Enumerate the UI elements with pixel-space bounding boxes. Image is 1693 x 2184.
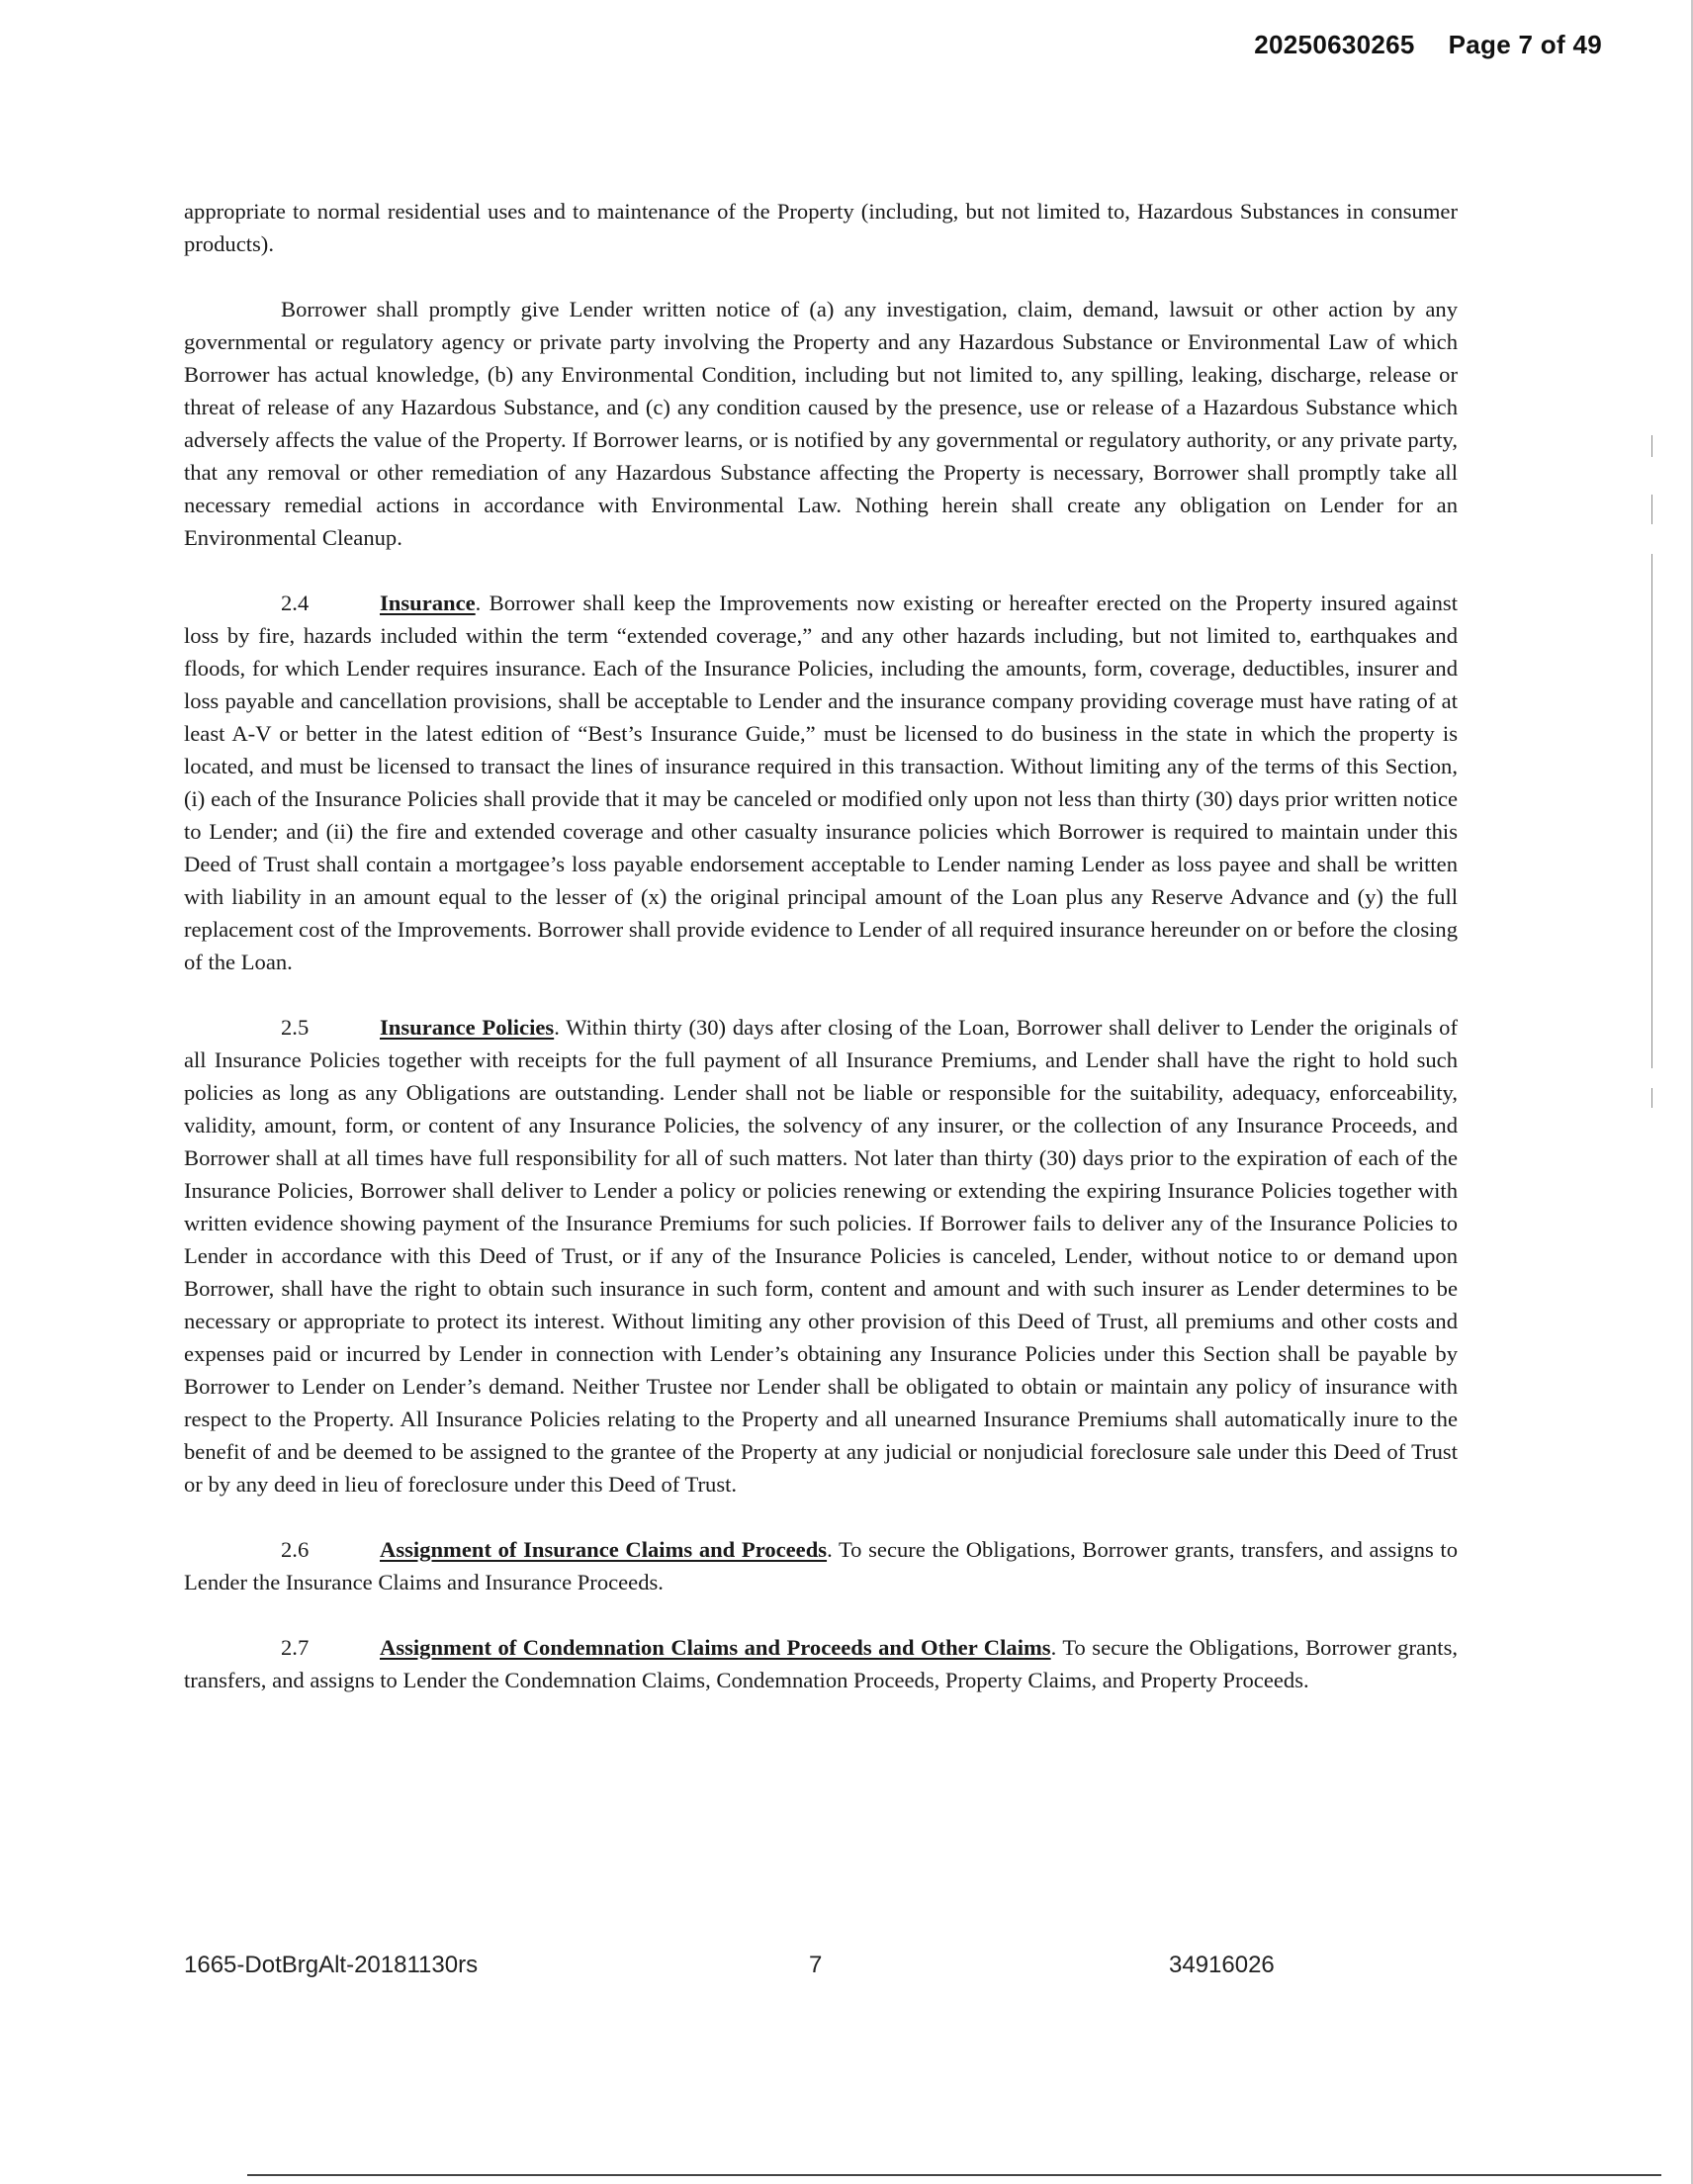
- section-title: Insurance Policies: [380, 1015, 555, 1040]
- bottom-rule: [267, 2174, 1661, 2176]
- scan-margin-mark: [1651, 1088, 1652, 1108]
- page-footer: [184, 1952, 1321, 1987]
- section-title: Insurance: [380, 591, 476, 615]
- section-title: Assignment of Insurance Claims and Proceeds: [380, 1537, 828, 1562]
- section-2-5: 2.5 Insurance Policies. Within thirty (30) days after closing of the Loan, Borrower shall deliver to Lender the originals of all Insurance Policies together with receipts for the full payment of all Insurance Premiums, and Lender shall have the right to hold such policies as long as any Obligations are outstanding. Lender shall not be liable or responsible for the suitability, adequacy, enforceability, validity, amount, form, or content of any Insurance Policies, the solvency of any insurer, or the collection of any Insurance Proceeds, and Borrower shall at all times have full responsibility for all of such matters. Not later than thirty (30) days prior to the expiration of each of the Insurance Policies, Borrower shall deliver to Lender a policy or policies renewing or extending the expiring Insurance Policies together with written evidence showing payment of the Insurance Premiums for such policies. If Borrower fails to deliver any of the Insurance Policies to Lender in accordance with this Deed of Trust, or if any of the Insurance Policies is canceled, Lender, without notice to or demand upon Borrower, shall have the right to obtain such insurance in such form, content and amount and with such insurer as Lender determines to be necessary or appropriate to protect its interest. Without limiting any other provision of this Deed of Trust, all premiums and other costs and expenses paid or incurred by Lender in connection with Lender’s obtaining any Insurance Policies under this Section shall be payable by Borrower to Lender on Lender’s demand. Neither Trustee nor Lender shall be obligated to obtain or maintain any policy of insurance with respect to the Property. All Insurance Policies relating to the Property and all unearned Insurance Premiums shall automatically inure to the benefit of and be deemed to be assigned to the grantee of the Property at any judicial or nonjudicial foreclosure sale under this Deed of Trust or by any deed in lieu of foreclosure under this Deed of Trust.: [184, 1011, 1458, 1501]
- section-title: Assignment of Condemnation Claims and Proceeds and Other Claims: [380, 1635, 1051, 1660]
- scan-margin-mark: [1651, 435, 1652, 457]
- loan-number: 34916026: [1169, 1952, 1275, 1978]
- section-2-4: 2.4 Insurance. Borrower shall keep the Improvements now existing or hereafter erected on the Property insured against loss by fire, hazards included within the term “extended coverage,” and any other hazards including, but not limited to, earthquakes and floods, for which Lender requires insurance. Each of the Insurance Policies, including the amounts, form, coverage, deductibles, insurer and loss payable and cancellation provisions, shall be acceptable to Lender and the insurance company providing coverage must have rating of at least A-V or better in the latest edition of “Best’s Insurance Guide,” must be licensed to do business in the state in which the property is located, and must be licensed to transact the lines of insurance required in this transaction. Without limiting any of the terms of this Section, (i) each of the Insurance Policies shall provide that it may be canceled or modified only upon not less than thirty (30) days prior written notice to Lender; and (ii) the fire and extended coverage and other casualty insurance policies which Borrower is required to maintain under this Deed of Trust shall contain a mortgagee’s loss payable endorsement acceptable to Lender naming Lender as loss payee and shall be written with liability in an amount equal to the lesser of (x) the original principal amount of the Loan plus any Reserve Advance and (y) the full replacement cost of the Improvements. Borrower shall provide evidence to Lender of all required insurance hereunder on or before the closing of the Loan.: [184, 587, 1458, 978]
- document-number: 20250630265: [1254, 30, 1415, 59]
- section-2-6: 2.6 Assignment of Insurance Claims and Proceeds. To secure the Obligations, Borrower grants, transfers, and assigns to Lender the Insurance Claims and Insurance Proceeds.: [184, 1533, 1458, 1598]
- scan-margin-mark: [1651, 554, 1652, 1068]
- page-header: [1254, 30, 1602, 60]
- section-text: To secure the Obligations, Borrower grants, transfers, and assigns to Lender the Insurance Claims and Insurance Proceeds.: [184, 1537, 1459, 1594]
- document-body: [184, 195, 1458, 1729]
- section-text: Within thirty (30) days after closing of the Loan, Borrower shall deliver to Lender the originals of all Insurance Policies together with receipts for the full payment of all Insurance Premiums, and Lender shall have the right to hold such policies as long as any Obligations are outstanding. Lender shall not be liable or responsible for the suitability, adequacy, enforceability, validity, amount, form, or content of any Insurance Policies, the solvency of any insurer, or the collection of any Insurance Proceeds, and Borrower shall at all times have full responsibility for all of such matters. Not later than thirty (30) days prior to the expiration of each of the Insurance Policies, Borrower shall deliver to Lender a policy or policies renewing or extending the expiring Insurance Policies together with written evidence showing payment of the Insurance Premiums for such policies. If Borrower fails to deliver any of the Insurance Policies to Lender in accordance with this Deed of Trust, or if any of the Insurance Policies is canceled, Lender, without notice to or demand upon Borrower, shall have the right to obtain such insurance in such form, content and amount and with such insurer as Lender determines to be necessary or appropriate to protect its interest. Without limiting any other provision of this Deed of Trust, all premiums and other costs and expenses paid or incurred by Lender in connection with Lender’s obtaining any Insurance Policies under this Section shall be payable by Borrower to Lender on Lender’s demand. Neither Trustee nor Lender shall be obligated to obtain or maintain any policy of insurance with respect to the Property. All Insurance Policies relating to the Property and all unearned Insurance Premiums shall automatically inure to the benefit of and be deemed to be assigned to the grantee of the Property at any judicial or nonjudicial foreclosure sale under this Deed of Trust or by any deed in lieu of foreclosure under this Deed of Trust.: [184, 1015, 1459, 1497]
- section-number: 2.6: [281, 1537, 310, 1562]
- section-number: 2.5: [281, 1015, 310, 1040]
- paragraph-environmental-notice: Borrower shall promptly give Lender written notice of (a) any investigation, claim, demand, lawsuit or other action by any governmental or regulatory agency or private party involving the Property and any Hazardous Substance or Environmental Law of which Borrower has actual knowledge, (b) any Environmental Condition, including but not limited to, any spilling, leaking, discharge, release or threat of release of any Hazardous Substance, and (c) any condition caused by the presence, use or release of a Hazardous Substance which adversely affects the value of the Property. If Borrower learns, or is notified by any governmental or regulatory authority, or any private party, that any removal or other remediation of any Hazardous Substance affecting the Property is necessary, Borrower shall promptly take all necessary remedial actions in accordance with Environmental Law. Nothing herein shall create any obligation on Lender for an Environmental Cleanup.: [184, 297, 1458, 550]
- section-number: 2.4: [281, 591, 310, 615]
- form-code: 1665-DotBrgAlt-20181130rs: [184, 1952, 479, 1978]
- scan-margin-mark: [1651, 495, 1652, 524]
- paragraph-continuation: appropriate to normal residential uses and to maintenance of the Property (including, but not limited to, Hazardous Substances in consumer products).: [184, 199, 1458, 256]
- page-indicator: Page 7 of 49: [1448, 30, 1602, 59]
- footer-page-number: 7: [809, 1952, 823, 1978]
- section-2-7: 2.7 Assignment of Condemnation Claims and Proceeds and Other Claims. To secure the Obligations, Borrower grants, transfers, and assigns to Lender the Condemnation Claims, Condemnation Proceeds, Property Claims, and Property Proceeds.: [184, 1631, 1458, 1696]
- section-number: 2.7: [281, 1635, 310, 1660]
- section-text: To secure the Obligations, Borrower grants, transfers, and assigns to Lender the Condemnation Claims, Condemnation Proceeds, Property Claims, and Property Proceeds.: [184, 1635, 1459, 1692]
- section-text: Borrower shall keep the Improvements now existing or hereafter erected on the Property insured against loss by fire, hazards included within the term “extended coverage,” and any other hazards including, but not limited to, earthquakes and floods, for which Lender requires insurance. Each of the Insurance Policies, including the amounts, form, coverage, deductibles, insurer and loss payable and cancellation provisions, shall be acceptable to Lender and the insurance company providing coverage must have rating of at least A-V or better in the latest edition of “Best’s Insurance Guide,” must be licensed to do business in the state in which the property is located, and must be licensed to transact the lines of insurance required in this transaction. Without limiting any of the terms of this Section, (i) each of the Insurance Policies shall provide that it may be canceled or modified only upon not less than thirty (30) days prior written notice to Lender; and (ii) the fire and extended coverage and other casualty insurance policies which Borrower is required to maintain under this Deed of Trust shall contain a mortgagee’s loss payable endorsement acceptable to Lender naming Lender as loss payee and shall be written with liability in an amount equal to the lesser of (x) the original principal amount of the Loan plus any Reserve Advance and (y) the full replacement cost of the Improvements. Borrower shall provide evidence to Lender of all required insurance hereunder on or before the closing of the Loan.: [184, 591, 1459, 974]
